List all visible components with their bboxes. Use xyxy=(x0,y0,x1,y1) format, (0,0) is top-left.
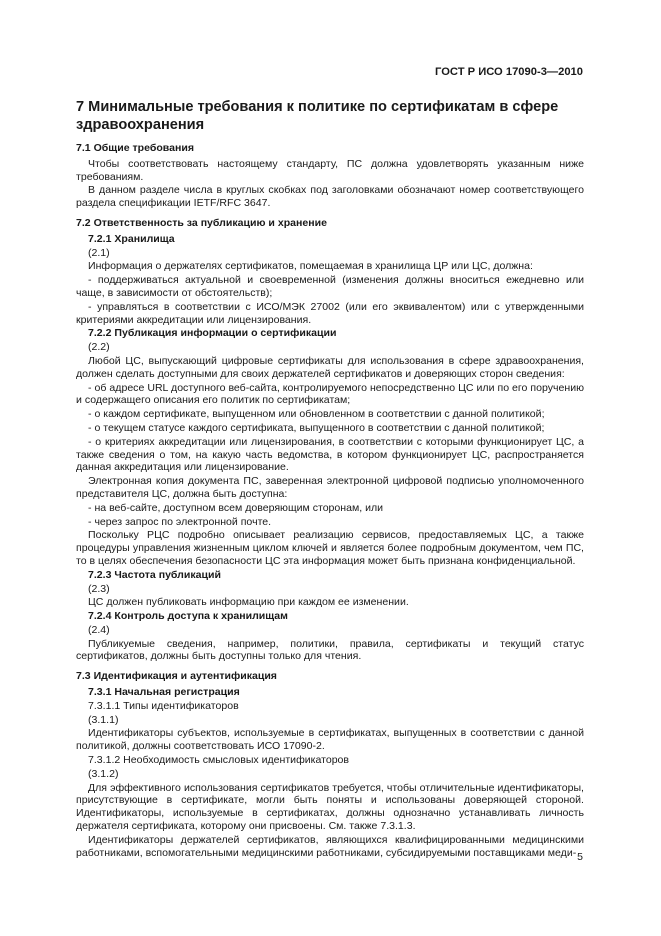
list-item: - через запрос по электронной почте. xyxy=(88,515,272,528)
paragraph: Идентификаторы держателей сертификатов, являющихся квалифицированными медицинскими работниками, вспомогательными медицинскими работниками, субсидируемыми поставщиками меди- xyxy=(76,833,584,859)
rfc-reference: (2.3) xyxy=(88,582,110,595)
heading-7-3-1: 7.3.1 Начальная регистрация xyxy=(88,686,240,699)
standard-code: ГОСТ Р ИСО 17090-3—2010 xyxy=(435,66,583,78)
paragraph: ЦС должен публиковать информацию при каждом ее изменении. xyxy=(88,596,409,609)
paragraph: Любой ЦС, выпускающий цифровые сертификаты для использования в сфере здравоохранения, должен сделать доступными для своих держателей сертификатов и доверяющих сторон сведения: xyxy=(76,354,584,380)
list-item: - об адресе URL доступного веб-сайта, контролируемого непосредственно ЦС или по его поручению и содержащего описания его политик по сертификатам; xyxy=(76,381,584,407)
paragraph: Электронная копия документа ПС, заверенная электронной цифровой подписью уполномоченного представителя ЦС, должна быть доступна: xyxy=(76,475,584,500)
heading-7-2-2: 7.2.2 Публикация информации о сертификации xyxy=(88,327,337,340)
page-number: 5 xyxy=(577,851,583,863)
heading-7-3-1-1: 7.3.1.1 Типы идентификаторов xyxy=(88,699,239,712)
heading-7-3-1-2: 7.3.1.2 Необходимость смысловых идентификаторов xyxy=(88,754,350,767)
rfc-reference: (3.1.2) xyxy=(88,767,119,780)
heading-7-2-3: 7.2.3 Частота публикаций xyxy=(88,568,221,581)
list-item: - о текущем статусе каждого сертификата, выпущенного в соответствии с данной политикой; xyxy=(88,421,545,434)
list-item: - на веб-сайте, доступном всем доверяющим сторонам, или xyxy=(88,501,384,514)
document-body xyxy=(76,142,584,859)
paragraph: Идентификаторы субъектов, используемые в сертификатах, выпущенных в соответствии с данной политикой, должны соответствовать ИСО 17090-2. xyxy=(76,727,584,753)
heading-7-3: 7.3 Идентификация и аутентификация xyxy=(76,670,277,683)
paragraph: Для эффективного использования сертификатов требуется, чтобы отличительные идентификаторы, присутствующие в сертификате, могли быть поняты и использованы доверяющей стороной. Идентификаторы, используемые в сертификатах, должны однозначно устанавливать личность держателя сертификата, которому они присвоены. См. также 7.3.1.3. xyxy=(76,781,584,833)
list-item: - управляться в соответствии с ИСО/МЭК 27002 (или его эквивалентом) или с утвержденными критериями аккредитации или лицензирования. xyxy=(76,300,584,326)
rfc-reference: (2.4) xyxy=(88,623,110,636)
rfc-reference: (2.2) xyxy=(88,341,110,354)
heading-7-2: 7.2 Ответственность за публикацию и хранение xyxy=(76,216,327,229)
paragraph: Информация о держателях сертификатов, помещаемая в хранилища ЦР или ЦС, должна: xyxy=(88,260,533,273)
paragraph: В данном разделе числа в круглых скобках под заголовками обозначают номер соответствующего раздела спецификации IETF/RFC 3647. xyxy=(76,184,584,210)
paragraph: Поскольку РЦС подробно описывает реализацию сервисов, предоставляемых ЦС, а также процедуры управления жизненным циклом ключей и является более подробным документом, чем ПС, то в целях обеспечения безопасности ЦС эта информация может быть признана конфиденциальной. xyxy=(76,529,584,567)
paragraph: Публикуемые сведения, например, политики, правила, сертификаты и текущий статус сертификатов, должны быть доступны только для чтения. xyxy=(76,637,584,663)
section-7-title: 7 Минимальные требования к политике по сертификатам в сфере здравоохранения xyxy=(76,99,559,133)
heading-7-1: 7.1 Общие требования xyxy=(76,142,194,154)
paragraph: Чтобы соответствовать настоящему стандарту, ПС должна удовлетворять указанным ниже требованиям. xyxy=(76,157,584,183)
rfc-reference: (3.1.1) xyxy=(88,713,119,726)
list-item: - поддерживаться актуальной и своевременной (изменения должны вноситься ежедневно или чаще, в зависимости от обстоятельств); xyxy=(76,274,584,299)
rfc-reference: (2.1) xyxy=(88,246,110,259)
list-item: - о критериях аккредитации или лицензирования, в соответствии с которыми функционирует ЦС, а также сведения о том, на какую часть ведомства, в котором функционирует ЦС, распространяется данная аккредитация или лицензирование. xyxy=(76,435,584,474)
heading-7-2-1: 7.2.1 Хранилища xyxy=(88,232,175,245)
list-item: - о каждом сертификате, выпущенном или обновленном в соответствии с данной политикой; xyxy=(88,408,545,421)
heading-7-2-4: 7.2.4 Контроль доступа к хранилищам xyxy=(88,610,288,623)
